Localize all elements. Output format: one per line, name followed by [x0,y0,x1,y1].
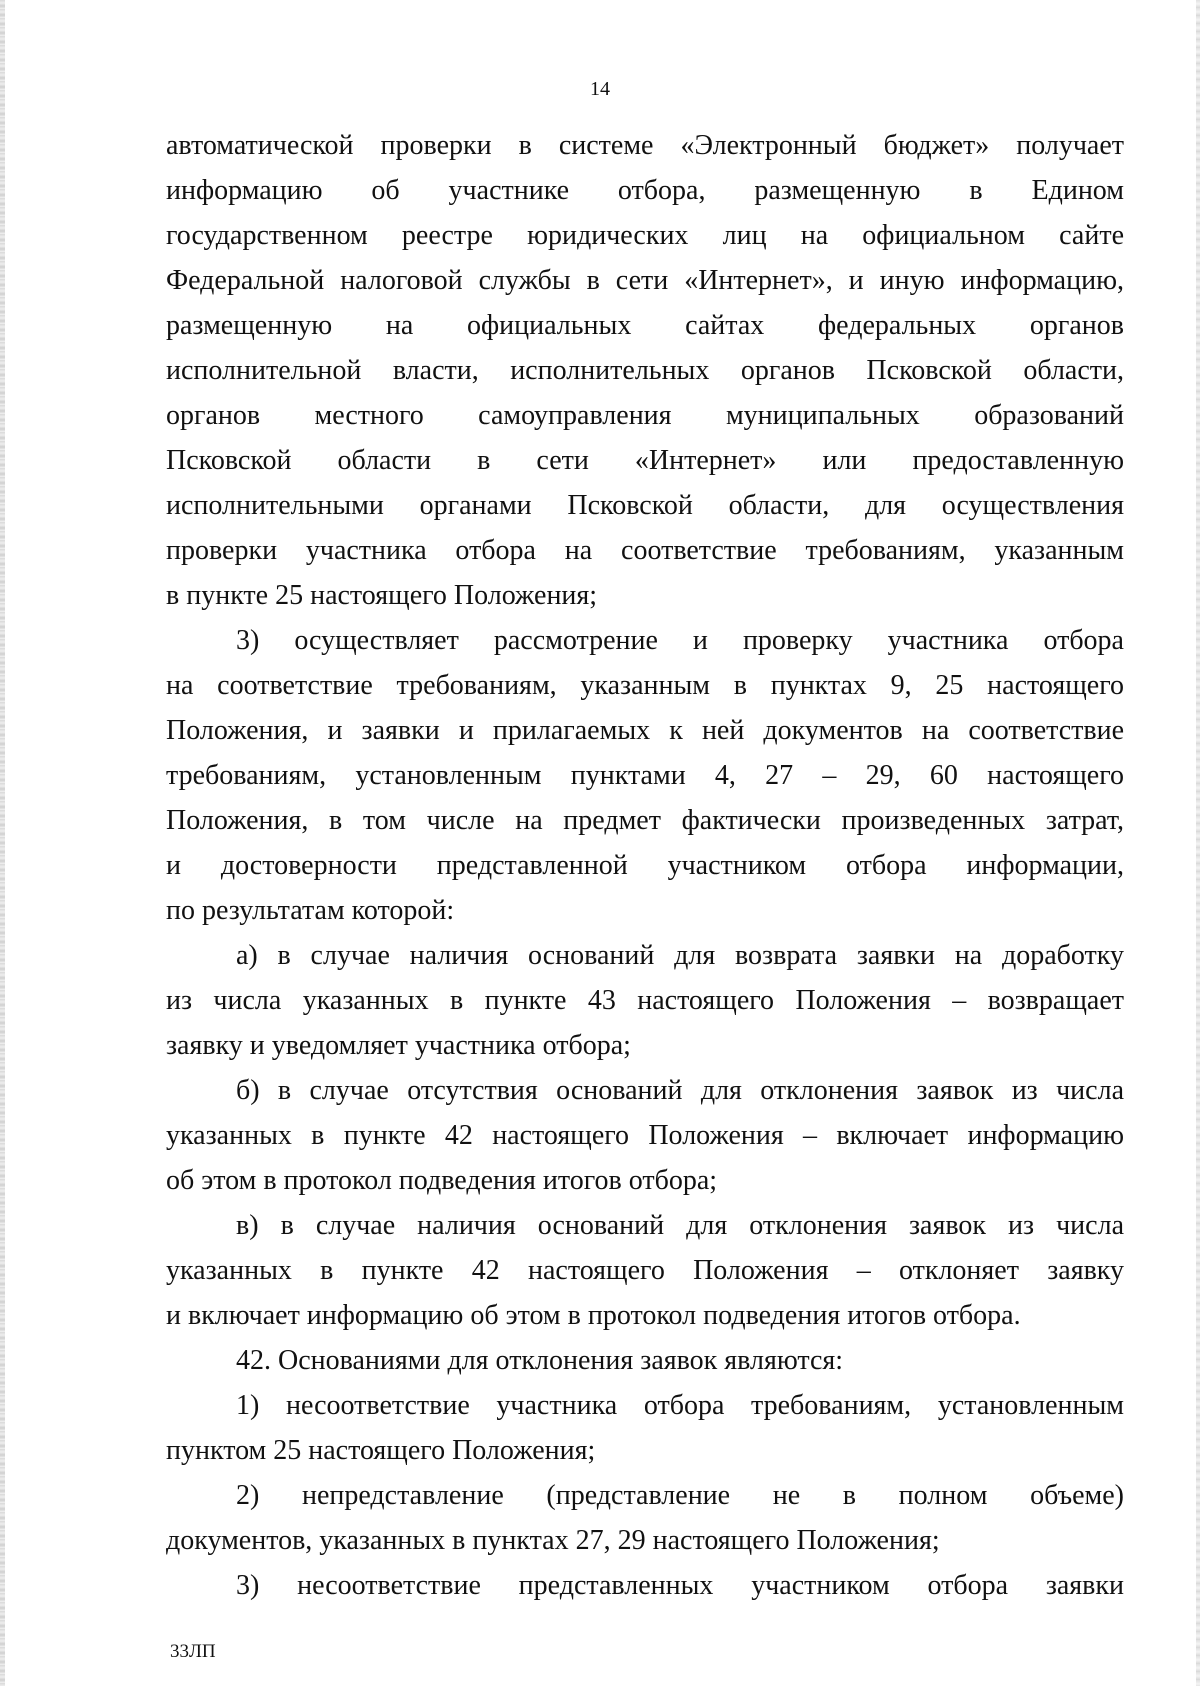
scan-edge-left [0,0,5,1686]
text-line: заявку и уведомляет участника отбора; [166,1030,631,1061]
text-line: и достоверности представленной участником отбора информации, [166,850,1124,881]
text-line: указанных в пункте 42 настоящего Положения – отклоняет заявку [166,1255,1124,1286]
text-line: и включает информацию об этом в протокол подведения итогов отбора. [166,1300,1021,1331]
text-line: исполнительными органами Псковской области, для осуществления [166,490,1124,521]
text-line: Федеральной налоговой службы в сети «Интернет», и иную информацию, [166,265,1124,296]
text-line: документов, указанных в пунктах 27, 29 настоящего Положения; [166,1525,940,1556]
text-line: проверки участника отбора на соответствие требованиям, указанным [166,535,1124,566]
text-line: на соответствие требованиям, указанным в пунктах 9, 25 настоящего [166,670,1124,701]
text-line: об этом в протокол подведения итогов отбора; [166,1165,718,1196]
text-line: по результатам которой: [166,895,455,926]
paragraph-start-line: в) в случае наличия оснований для отклонения заявок из числа [236,1210,1124,1241]
text-line: Псковской области в сети «Интернет» или предоставленную [166,445,1124,476]
paragraph-start-line: 42. Основаниями для отклонения заявок являются: [236,1345,844,1376]
paragraph-start-line: 3) осуществляет рассмотрение и проверку участника отбора [236,625,1124,656]
text-line: пунктом 25 настоящего Положения; [166,1435,596,1466]
document-body [166,123,1124,1608]
paragraph-start-line: 1) несоответствие участника отбора требованиям, установленным [236,1390,1124,1421]
text-line: автоматической проверки в системе «Электронный бюджет» получает [166,130,1124,161]
paragraph-start-line: 2) непредставление (представление не в полном объеме) [236,1480,1124,1511]
text-line: исполнительной власти, исполнительных органов Псковской области, [166,355,1124,386]
text-line: органов местного самоуправления муниципальных образований [166,400,1124,431]
text-line: в пункте 25 настоящего Положения; [166,580,598,611]
text-line: размещенную на официальных сайтах федеральных органов [166,310,1124,341]
paragraph-start-line: а) в случае наличия оснований для возврата заявки на доработку [236,940,1124,971]
text-line: Положения, и заявки и прилагаемых к ней документов на соответствие [166,715,1124,746]
text-line: Положения, в том числе на предмет фактически произведенных затрат, [166,805,1124,836]
scan-edge-right [1196,0,1200,1686]
paragraph-start-line: б) в случае отсутствия оснований для отклонения заявок из числа [236,1075,1124,1106]
text-line: государственном реестре юридических лиц на официальном сайте [166,220,1124,251]
page-number: 14 [590,78,610,100]
paragraph-start-line: 3) несоответствие представленных участником отбора заявки [236,1570,1124,1601]
footer-code: 33ЛП [170,1641,216,1662]
text-line: требованиям, установленным пунктами 4, 27 – 29, 60 настоящего [166,760,1124,791]
text-line: из числа указанных в пункте 43 настоящего Положения – возвращает [166,985,1124,1016]
text-line: информацию об участнике отбора, размещенную в Едином [166,175,1124,206]
text-line: указанных в пункте 42 настоящего Положения – включает информацию [166,1120,1124,1151]
